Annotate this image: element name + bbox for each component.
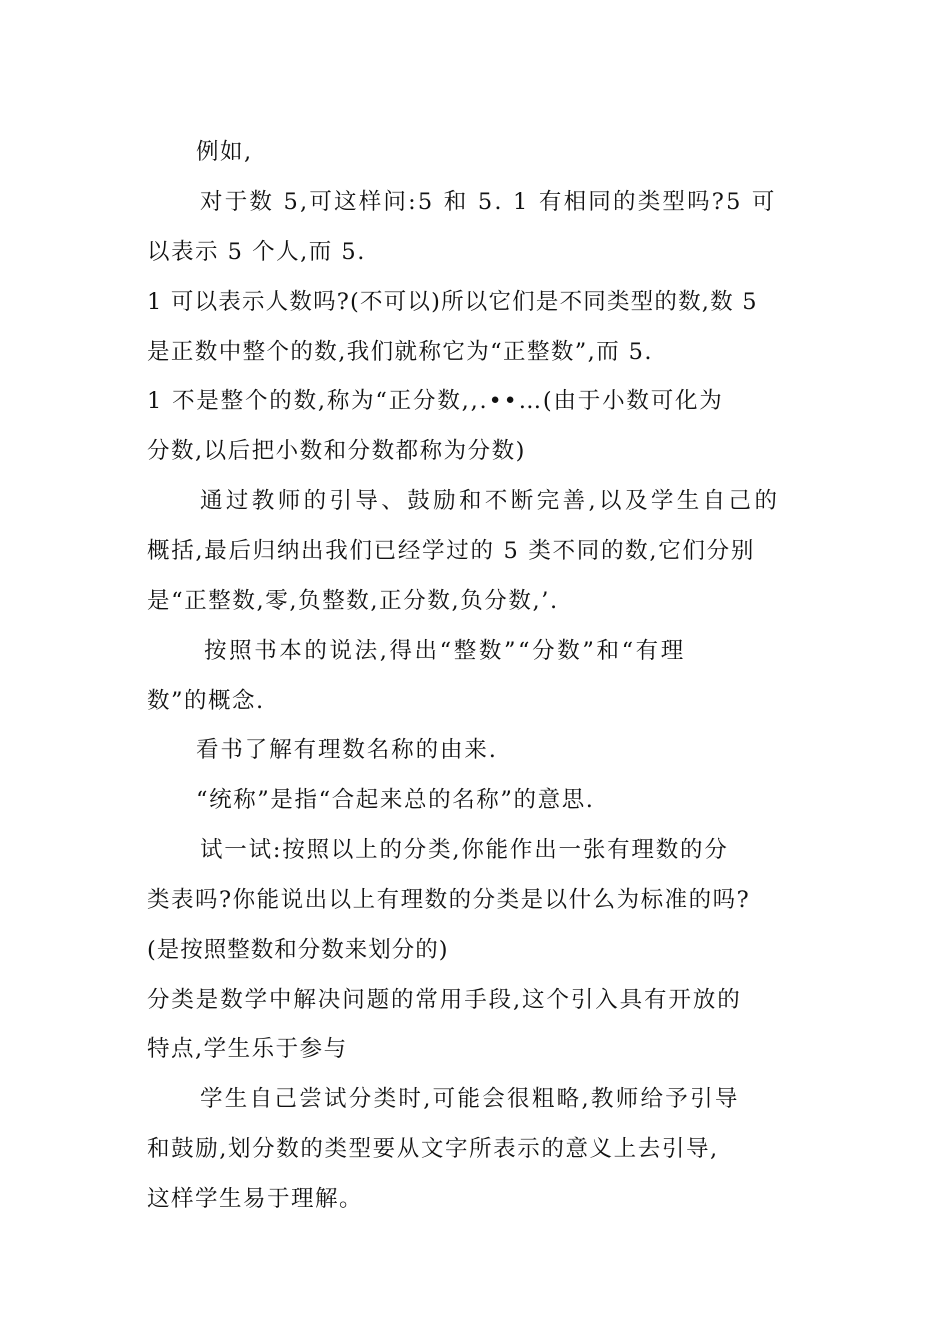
text-line: 看书了解有理数名称的由来. xyxy=(196,737,498,763)
text-line: 学生自己尝试分类时,可能会很粗略,教师给予引导 xyxy=(200,1086,740,1112)
text-line: 特点,学生乐于参与 xyxy=(147,1036,348,1062)
text-line: 类表吗?你能说出以上有理数的分类是以什么为标准的吗? xyxy=(147,887,751,913)
text-line: “统称”是指“合起来总的名称”的意思. xyxy=(196,787,595,813)
text-line: 通过教师的引导、鼓励和不断完善,以及学生自己的 xyxy=(200,488,781,514)
text-line: 是正数中整个的数,我们就称它为“正整数”,而 5. xyxy=(147,339,653,365)
text-line: (是按照整数和分数来划分的) xyxy=(147,937,449,963)
text-line: 这样学生易于理解。 xyxy=(147,1186,364,1212)
text-line: 分数,以后把小数和分数都称为分数) xyxy=(147,438,526,464)
text-line: 以表示 5 个人,而 5. xyxy=(147,239,366,265)
text-line: 试一试:按照以上的分类,你能作出一张有理数的分 xyxy=(200,837,729,863)
text-line: 按照书本的说法,得出“整数”“分数”和“有理 xyxy=(204,638,686,664)
text-line: 数”的概念. xyxy=(147,688,265,714)
text-line: 是“正整数,零,负整数,正分数,负分数,’. xyxy=(147,588,559,614)
text-line: 概括,最后归纳出我们已经学过的 5 类不同的数,它们分别 xyxy=(147,538,756,564)
text-line: 例如, xyxy=(196,139,253,165)
text-line: 1 可以表示人数吗?(不可以)所以它们是不同类型的数,数 5 xyxy=(147,289,758,315)
text-line: 对于数 5,可这样问:5 和 5. 1 有相同的类型吗?5 可 xyxy=(200,189,777,215)
text-line: 1 不是整个的数,称为“正分数,,.••…(由于小数可化为 xyxy=(147,388,724,414)
text-line: 和鼓励,划分数的类型要从文字所表示的意义上去引导, xyxy=(147,1136,719,1162)
text-line: 分类是数学中解决问题的常用手段,这个引入具有开放的 xyxy=(147,987,742,1013)
